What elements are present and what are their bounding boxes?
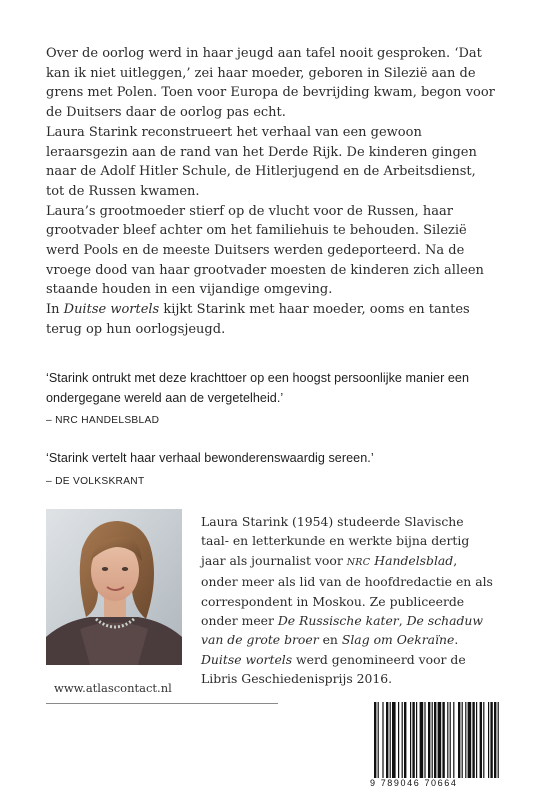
blurb-paragraph: Over de oorlog werd in haar jeugd aan tafel nooit gesproken. ‘Dat kan ik niet uitleggen,’ zei haar moeder, geboren in Silezië aan de grens met Polen. Toen voor Europa de bevrijding kwam, begon voor de Duitsers daar de oorlog pas echt. (46, 46, 495, 121)
press-quote (46, 449, 506, 489)
barcode-bar (498, 702, 499, 782)
barcode-bar (465, 702, 466, 782)
book-title: De Russische kater (277, 613, 399, 629)
barcode-bar (402, 702, 403, 782)
bio-text: . (454, 632, 459, 648)
barcode-bar (410, 702, 411, 782)
barcode-bar (420, 702, 424, 782)
isbn-number: 9 789046 70664 (368, 778, 528, 788)
blurb-text: kijkt Starink met haar moeder, ooms en tantes terug op hun oorlogsjeugd. (46, 302, 470, 337)
barcode-bar (374, 702, 376, 782)
barcode-bar (438, 702, 442, 782)
publisher-url: www.atlascontact.nl (54, 681, 172, 695)
blurb-paragraph: Laura Starink reconstrueert het verhaal van een gewoon leraarsgezin aan de rand van het Derde Rijk. De kinderen gingen naar de Adolf Hitler Schule, de Hitlerjugend en de Arbeitsdienst, tot de Russen kwamen. (46, 124, 477, 199)
barcode-bar (468, 702, 472, 782)
author-bio (201, 512, 493, 689)
author-photo (46, 509, 182, 665)
barcode-bar (447, 702, 448, 782)
barcode-bar (450, 702, 451, 782)
blurb-paragraph: Laura’s grootmoeder stierf op de vlucht voor de Russen, haar grootvader bleef achter om het familiehuis te behouden. Silezië werd Pools en de meeste Duitsers werden gedeporteerd. Na de vroege dood van haar grootvader moesten de kinderen zich alleen staande houden in een vijandige omgeving. (46, 203, 484, 298)
barcode-bar (488, 702, 489, 782)
barcode-bar (428, 702, 430, 782)
barcode-bar (494, 702, 496, 782)
barcode-bar (434, 702, 436, 782)
barcode-bar (442, 702, 444, 782)
barcode-bar (480, 702, 482, 782)
press-quote (46, 369, 506, 428)
barcode-bar (458, 702, 460, 782)
author-bio-text (201, 512, 493, 689)
blurb-paragraph (46, 300, 498, 339)
bio-text: Laura Starink (1954) studeerde Slavische taal- en letterkunde en werkte bijna dertig jaar als journalist voor (201, 514, 470, 568)
bio-nrc: NRC (346, 556, 371, 568)
book-title: Duitse wortels (201, 651, 293, 667)
bio-newspaper: Handelsblad (370, 552, 454, 568)
quote-text: ‘Starink ontrukt met deze krachttoer op een hoogst persoonlijke manier een ondergegane wereld aan de vergetelheid.’ (46, 371, 470, 405)
barcode-bar (432, 702, 433, 782)
barcode-bar (424, 702, 425, 782)
back-cover-blurb (46, 44, 498, 340)
blurb-text: In (46, 302, 64, 318)
barcode-bar (390, 702, 391, 782)
barcode-bar (476, 702, 477, 782)
barcode-bar (412, 702, 414, 782)
bio-text: , onder meer als lid van de hoofdredactie en als correspondent in Moskou. Ze publiceerde onder meer (201, 552, 493, 629)
barcode-bar (416, 702, 417, 782)
isbn-barcode (368, 696, 528, 800)
barcode-bar (386, 702, 388, 782)
quote-source: – NRC HANDELSBLAD (46, 415, 160, 426)
barcode-bar (382, 702, 383, 782)
barcode-bar (392, 702, 396, 782)
barcode-bar (378, 702, 379, 782)
barcode-bar (462, 702, 463, 782)
quote-source: – DE VOLKSKRANT (46, 475, 145, 487)
quote-text: ‘Starink vertelt haar verhaal bewonderenswaardig sereen.’ (46, 451, 374, 465)
barcode-bar (490, 702, 492, 782)
bio-text: , (398, 613, 407, 629)
bio-text: en (318, 632, 342, 648)
barcode-bar (472, 702, 474, 782)
barcode-bar (404, 702, 406, 782)
divider (46, 703, 278, 704)
barcode-bar (483, 702, 484, 782)
barcode-bar (453, 702, 454, 782)
book-title: Duitse wortels (63, 302, 160, 318)
barcode-bar (398, 702, 399, 782)
book-title: Slag om Oekraïne (341, 632, 455, 648)
bio-text: werd genomineerd voor de Libris Geschiedenisprijs 2016. (201, 651, 466, 687)
book-title: De schaduw van de grote broer (201, 613, 484, 648)
